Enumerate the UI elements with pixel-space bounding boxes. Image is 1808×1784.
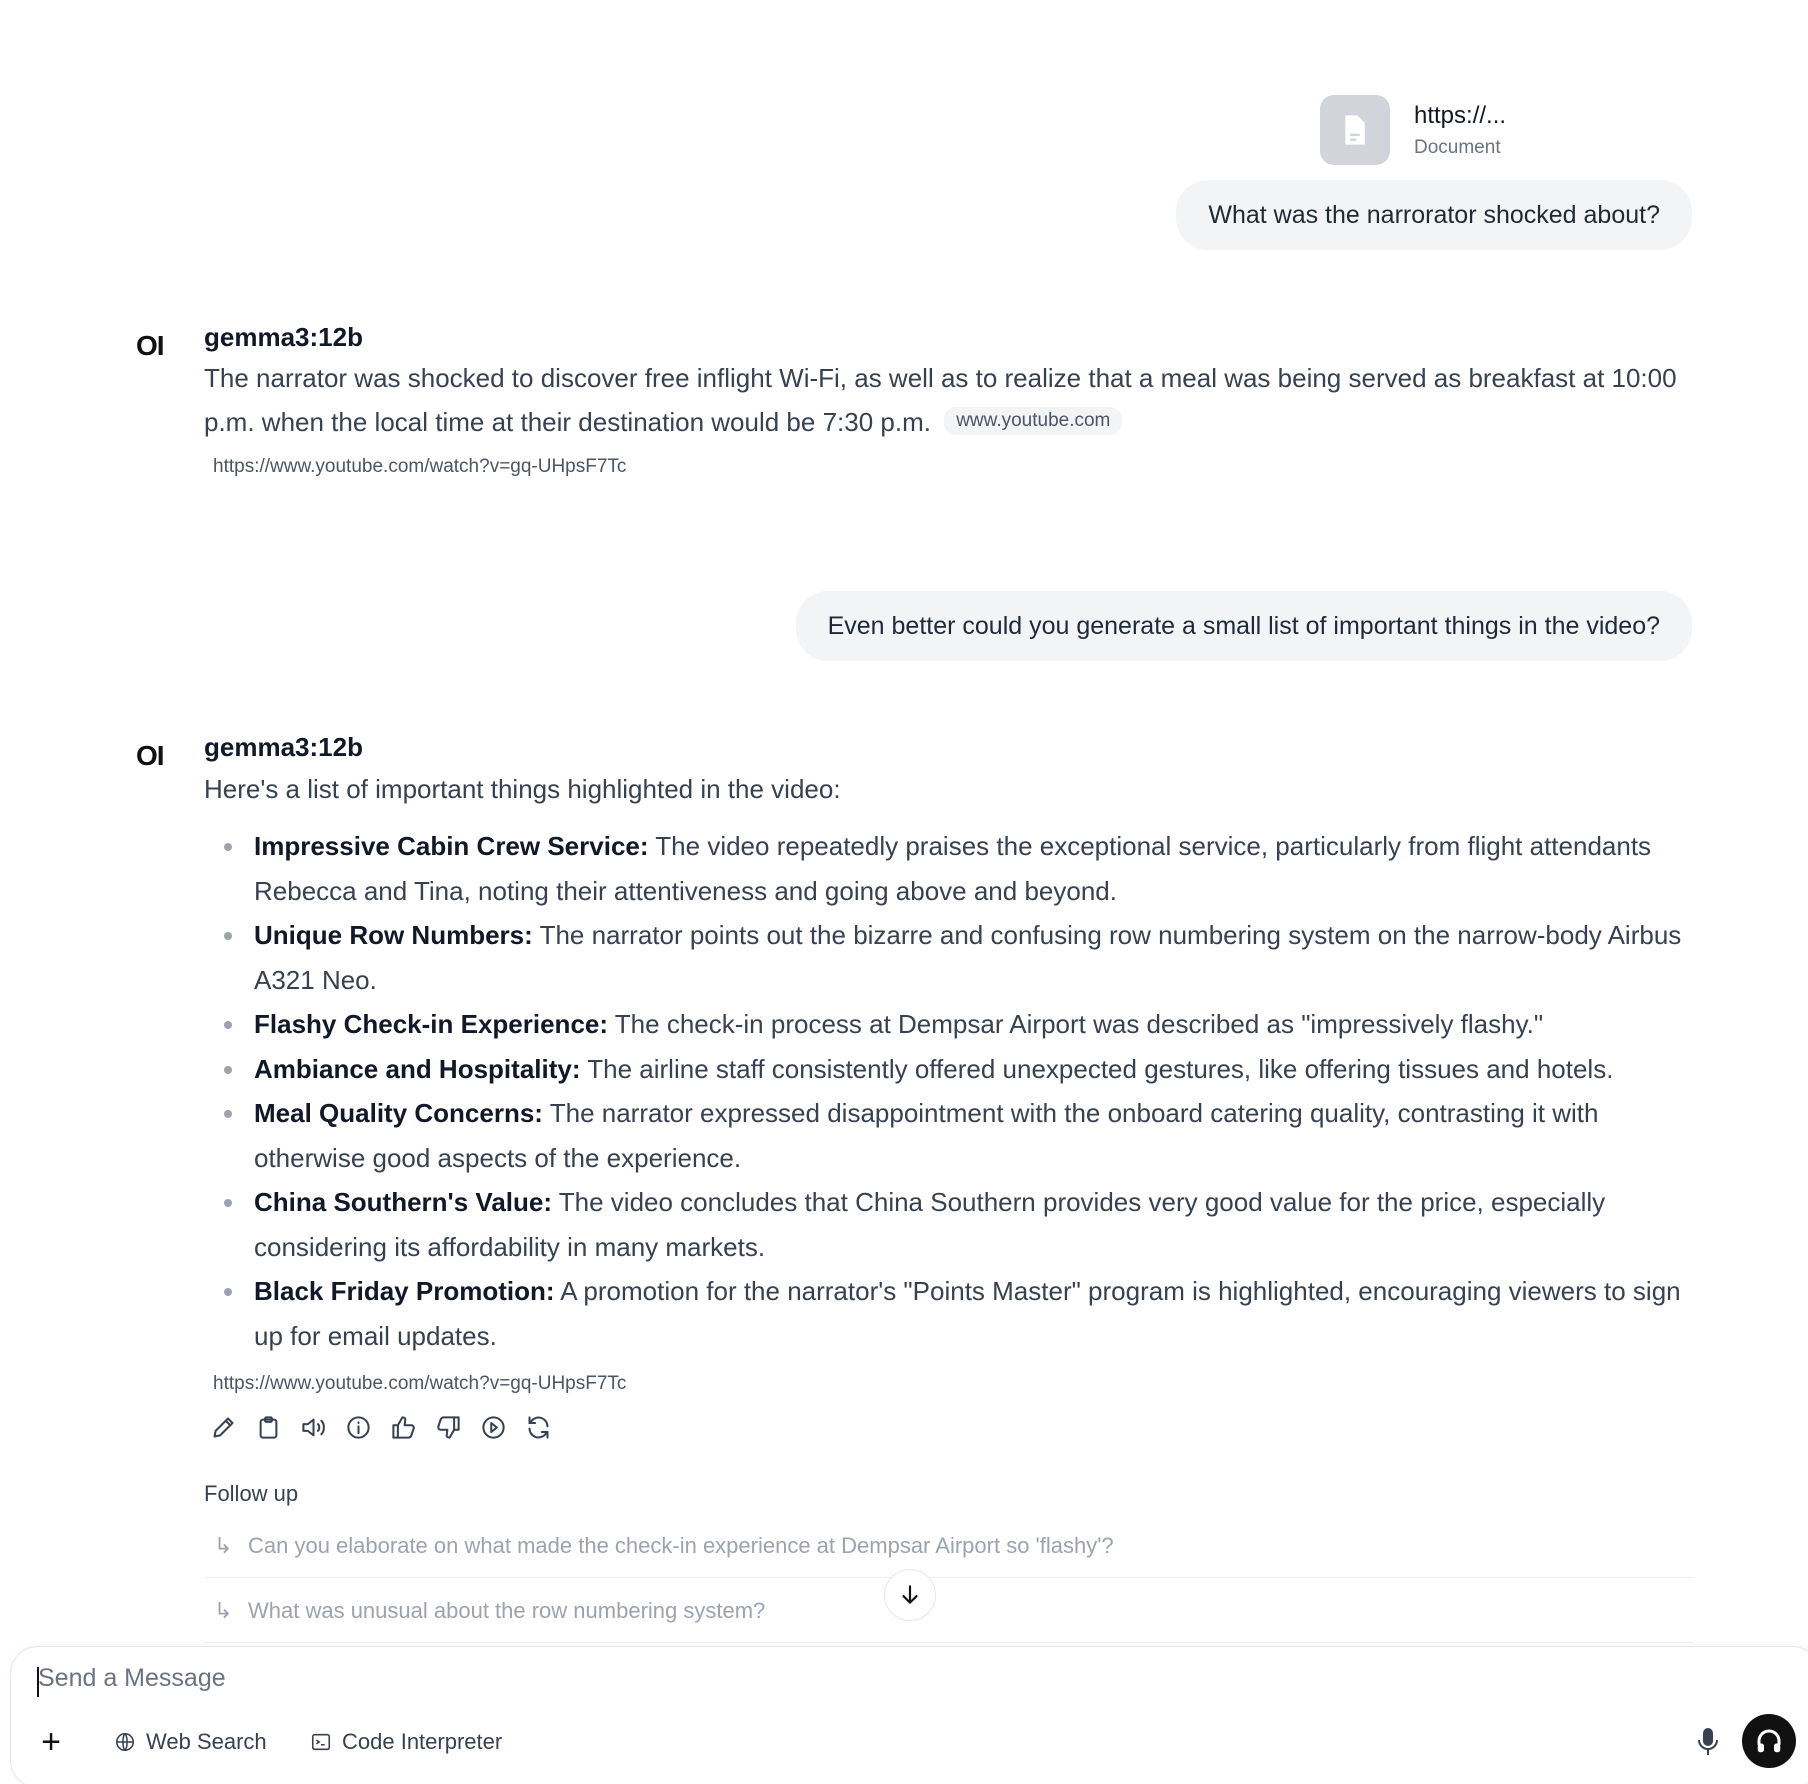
list-item-text: The narrator points out the bizarre and confusing row numbering system on the narrow-body Airbus A321 Neo.: [254, 920, 1682, 995]
list-item-text: The airline staff consistently offered unexpected gestures, like offering tissues and hotels.: [587, 1053, 1614, 1084]
followup-text: What was unusual about the row numbering system?: [248, 1597, 766, 1623]
followup-arrow-icon: ↳: [214, 1532, 233, 1558]
attachment-name: https://...: [1414, 102, 1507, 129]
followup-text: Can you elaborate on what made the check-in experience at Dempsar Airport so 'flashy'?: [248, 1532, 1114, 1558]
source-link[interactable]: https://www.youtube.com/watch?v=gq-UHpsF7Tc: [213, 1373, 627, 1394]
thumbs-up-icon[interactable]: [388, 1412, 419, 1443]
list-item: [204, 1180, 1694, 1269]
assistant-response: [204, 356, 1694, 444]
info-icon[interactable]: [343, 1412, 374, 1443]
terminal-icon: [310, 1731, 332, 1753]
voice-mode-button[interactable]: [1742, 1714, 1796, 1768]
attachment-type: Document: [1414, 137, 1501, 158]
model-name: gemma3:12b: [204, 732, 363, 762]
list-item-title: Impressive Cabin Crew Service:: [254, 831, 649, 861]
arrow-down-icon: [897, 1582, 923, 1608]
code-interpreter-button[interactable]: [310, 1724, 502, 1760]
user-message-bubble: What was the narrorator shocked about?: [1176, 180, 1692, 250]
list-item-text: A promotion for the narrator's "Points Master" program is highlighted, encouraging viewers to sign up for email updates.: [254, 1276, 1681, 1351]
source-chip[interactable]: www.youtube.com: [944, 407, 1122, 435]
list-item-title: China Southern's Value:: [254, 1187, 553, 1217]
assistant-avatar: OI: [136, 330, 164, 361]
followup-suggestion[interactable]: [204, 1514, 1694, 1578]
list-item-title: Meal Quality Concerns:: [254, 1098, 543, 1128]
scroll-to-bottom-button[interactable]: [884, 1569, 936, 1621]
microphone-icon: [1696, 1726, 1720, 1758]
list-item-title: Ambiance and Hospitality:: [254, 1053, 581, 1084]
followup-suggestion[interactable]: [204, 1579, 1694, 1643]
list-item: [204, 913, 1694, 1002]
list-item: [204, 1047, 1694, 1092]
list-item-title: Black Friday Promotion:: [254, 1276, 555, 1306]
response-text: The narrator was shocked to discover free inflight Wi-Fi, as well as to realize that a meal was being served as breakfast at 10:00 p.m. when the local time at their destination would be 7:30 p.m.: [204, 363, 1677, 437]
list-item: [204, 1091, 1694, 1180]
list-item-text: The check-in process at Dempsar Airport was described as "impressively flashy.": [614, 1009, 1544, 1039]
source-link[interactable]: https://www.youtube.com/watch?v=gq-UHpsF7Tc: [213, 456, 627, 477]
assistant-avatar: OI: [136, 740, 164, 771]
headphones-icon: [1754, 1726, 1784, 1756]
message-actions: [208, 1412, 554, 1443]
code-interpreter-label: Code Interpreter: [342, 1729, 503, 1754]
read-aloud-icon[interactable]: [298, 1412, 329, 1443]
list-item: [204, 1269, 1694, 1358]
microphone-button[interactable]: [1694, 1722, 1722, 1762]
message-input[interactable]: [38, 1664, 1638, 1693]
text-cursor: [37, 1667, 39, 1697]
thumbs-down-icon[interactable]: [433, 1412, 464, 1443]
list-item: [204, 1002, 1694, 1047]
followup-arrow-icon: ↳: [214, 1597, 233, 1623]
list-item-title: Flashy Check-in Experience:: [254, 1009, 609, 1039]
list-item-text: The narrator expressed disappointment with the onboard catering quality, contrasting it with otherwise good aspects of the experience.: [254, 1098, 1599, 1173]
globe-icon: [114, 1731, 136, 1753]
highlights-list: [204, 824, 1694, 1358]
followup-title: Follow up: [204, 1481, 299, 1506]
document-icon: [1320, 95, 1390, 165]
list-item-text: The video repeatedly praises the exceptional service, particularly from flight attendants Rebecca and Tina, noting their attentiveness and going above and beyond.: [254, 831, 1652, 906]
web-search-label: Web Search: [146, 1729, 267, 1754]
continue-icon[interactable]: [478, 1412, 509, 1443]
copy-icon[interactable]: [253, 1412, 284, 1443]
web-search-button[interactable]: [114, 1724, 267, 1760]
edit-icon[interactable]: [208, 1412, 239, 1443]
list-item-title: Unique Row Numbers:: [254, 920, 533, 950]
list-intro: Here's a list of important things highlighted in the video:: [204, 774, 841, 804]
list-item: [204, 824, 1694, 913]
user-message-bubble: Even better could you generate a small list of important things in the video?: [796, 591, 1692, 661]
model-name: gemma3:12b: [204, 322, 363, 352]
add-attachment-button[interactable]: +: [41, 1722, 61, 1761]
list-item-text: The video concludes that China Southern provides very good value for the price, especially considering its affordability in many markets.: [254, 1187, 1606, 1262]
attachment-card[interactable]: [1320, 94, 1520, 166]
regenerate-icon[interactable]: [523, 1412, 554, 1443]
